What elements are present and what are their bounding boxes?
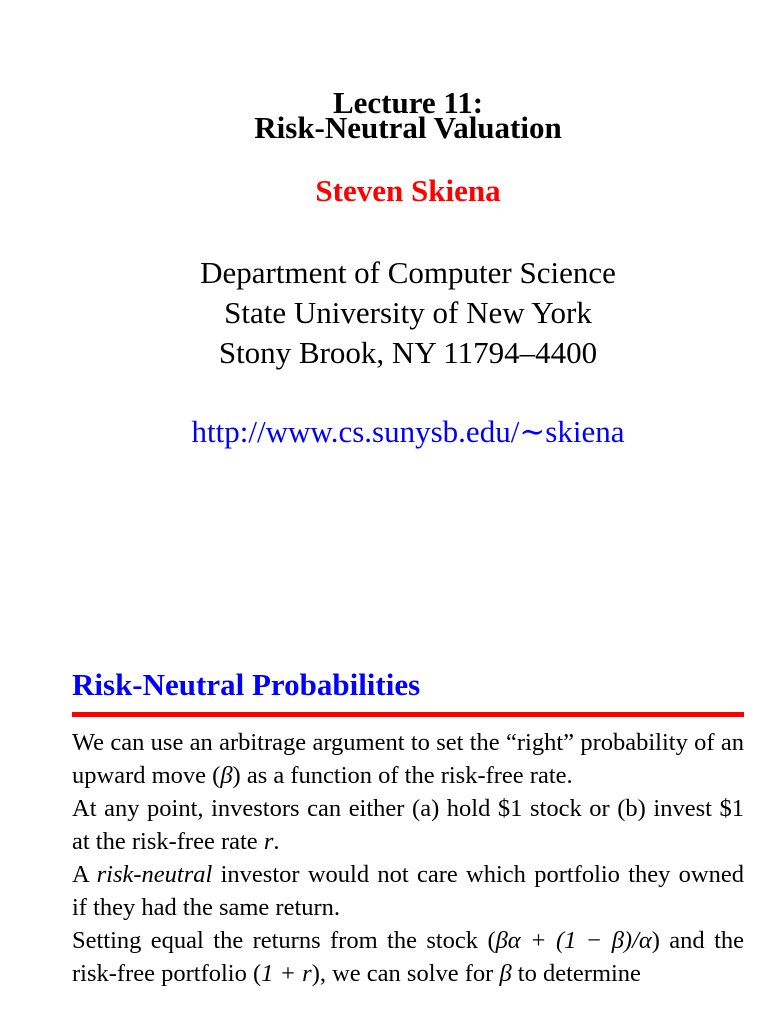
paragraph-2 [72,792,744,858]
lecture-title-line-1: Lecture 11: [332,85,484,120]
section-body [72,726,744,990]
math-r: r [263,828,274,855]
paragraph-4-text-a: Setting equal the returns from the stock ( [72,927,496,954]
paragraph-2-text-b: . [273,828,280,855]
math-stock-return: βα + (1 − β)/α [495,927,652,954]
author-name: Steven Skiena [315,173,501,208]
affiliation [0,253,768,373]
paragraph-3 [72,858,744,924]
math-beta-2: β [499,960,512,987]
affiliation-department: Department of Computer Science [200,255,616,290]
paragraph-4 [72,924,744,990]
paragraph-1 [72,726,744,792]
paragraph-1-text-a: We can use an arbitrage argument to set the “right” probability of an upward move ( [72,729,744,789]
paragraph-3-text-b: investor would not care which portfolio they owned if they had the same return. [72,861,745,921]
section-heading: Risk-Neutral Probabilities [72,667,421,702]
risk-neutral-term: risk-neutral [96,861,213,888]
lecture-title-line-2: Risk-Neutral Valuation [254,110,562,145]
paragraph-2-text-a: At any point, investors can either (a) hold $1 stock or (b) invest $1 at the risk-free rate [72,795,744,855]
paragraph-4-text-d: to determine [511,960,641,987]
affiliation-address: Stony Brook, NY 11794–4400 [218,335,598,370]
math-risk-free-return: 1 + r [261,960,312,987]
paragraph-4-text-b: ) and the risk-free portfolio ( [72,927,744,987]
lecture-title [0,85,768,145]
heading-divider [72,712,744,717]
paragraph-1-text-b: ) as a function of the risk-free rate. [232,762,573,789]
paragraph-4-text-c: ), we can solve for [311,960,500,987]
homepage-link[interactable]: http://www.cs.sunysb.edu/∼skiena [191,414,625,449]
paragraph-3-text-a: A [72,861,97,888]
affiliation-university: State University of New York [224,295,592,330]
math-beta: β [220,762,233,789]
